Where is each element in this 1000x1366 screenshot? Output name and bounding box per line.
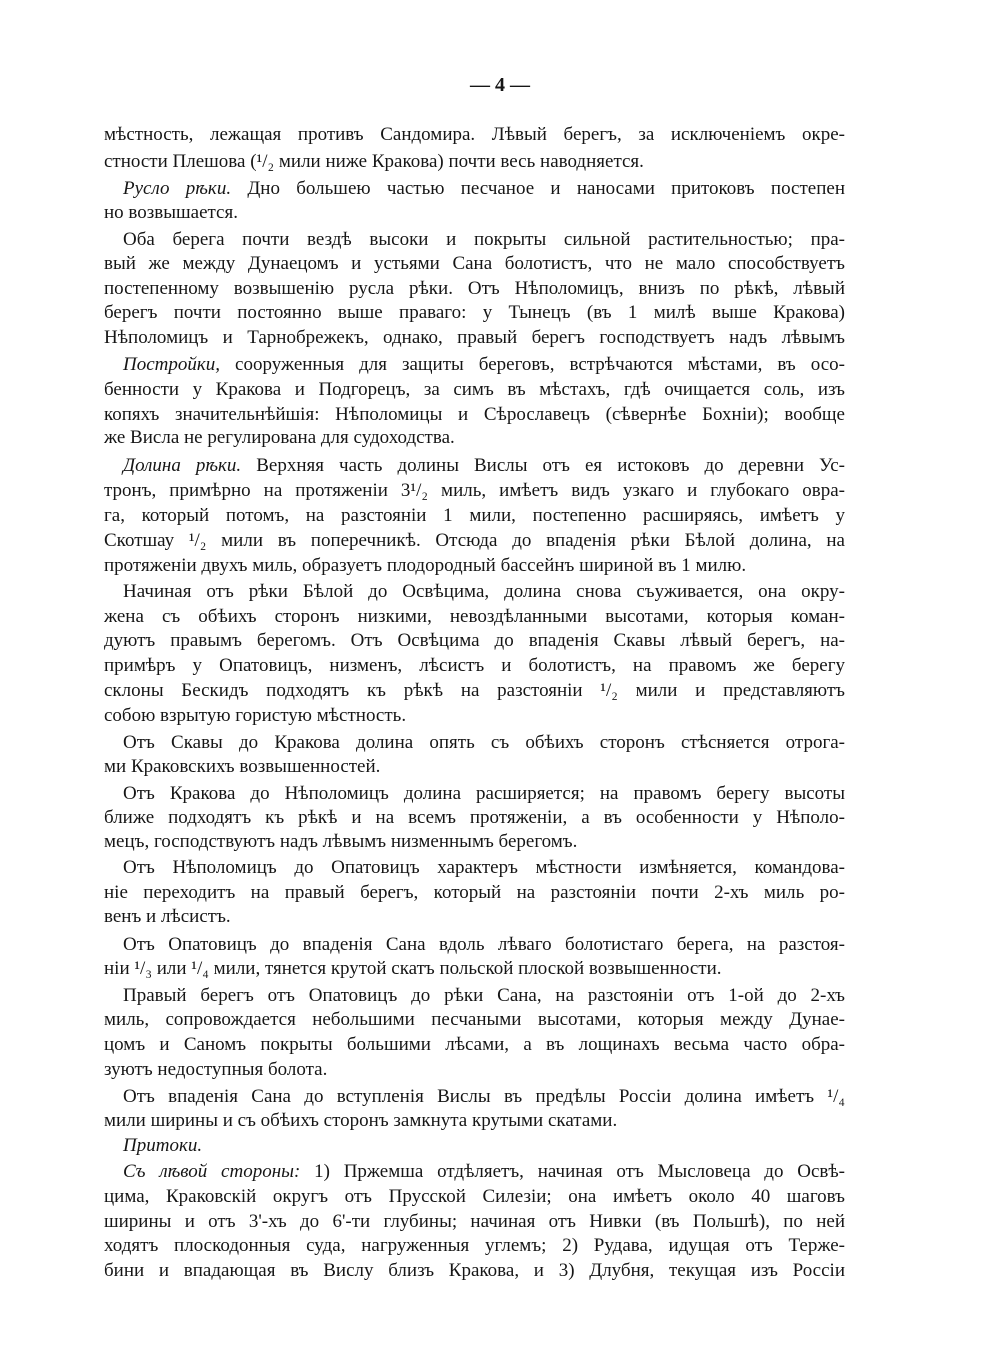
text-line xyxy=(104,606,845,628)
line-text: Отъ Кракова до Нѣполомицъ долина расширяется; на правомъ берегу высоты xyxy=(123,783,845,804)
text-line xyxy=(104,807,845,829)
line-text: протяженіи двухъ миль, образуетъ плодородный бассейнъ шириной въ 1 милю. xyxy=(104,555,747,576)
text-line xyxy=(123,1086,845,1108)
text-line xyxy=(104,958,845,980)
text-line xyxy=(104,906,845,928)
text-line xyxy=(123,581,845,603)
text-line xyxy=(104,1186,845,1208)
text-line xyxy=(104,831,845,853)
section-heading: Постройки, xyxy=(123,354,221,375)
line-text: Отъ Скавы до Кракова долина опять съ обѣихъ сторонъ стѣсняется отрога- xyxy=(123,732,845,753)
text-line xyxy=(104,480,845,502)
line-text: Отъ Опатовицъ до впаденія Сана вдоль лѣваго болотистаго берега, на разстоя- xyxy=(123,934,845,955)
line-text: ходятъ плоскодонныя суда, нагруженныя углемъ; 2) Рудава, идущая отъ Терже- xyxy=(104,1235,845,1256)
line-text: Дно большею частью песчаное и наносами притоковъ постепен xyxy=(231,178,845,199)
line-text: Нѣполомицъ и Тарнобрежекъ, однако, правый берегъ господствуетъ надъ лѣвымъ xyxy=(104,327,845,348)
text-line xyxy=(123,354,845,376)
text-line xyxy=(104,505,845,527)
section-heading: Долина рѣки. xyxy=(123,455,242,476)
line-text: жена съ обѣихъ сторонъ низкими, невоздѣланными высотами, которыя коман- xyxy=(104,606,845,627)
text-line xyxy=(123,857,845,879)
line-text: собою взрытую гористую мѣстность. xyxy=(104,705,407,726)
text-line xyxy=(104,1235,845,1257)
line-text: Начиная отъ рѣки Бѣлой до Освѣцима, долина снова съуживается, она окру- xyxy=(123,581,845,602)
text-line xyxy=(104,1009,845,1031)
line-text: га, который потомъ, на разстояніи 1 мили, постепенно расширяясь, имѣетъ у xyxy=(104,505,845,526)
line-text: бенности у Кракова и Подгорецъ, за симъ въ мѣстахъ, гдѣ очищается соль, изъ xyxy=(104,379,845,400)
line-text: берегъ почти постоянно выше праваго: у Тынецъ (въ 1 милѣ выше Кракова) xyxy=(104,302,845,323)
text-line xyxy=(104,882,845,904)
text-line xyxy=(104,278,845,300)
line-text: сооруженныя для защиты береговъ, встрѣчаются мѣстами, въ осо- xyxy=(220,354,845,375)
text-line xyxy=(104,630,845,652)
text-line xyxy=(104,124,845,146)
text-line xyxy=(104,302,845,324)
line-text: ми Краковскихъ возвышенностей. xyxy=(104,756,381,777)
line-text: венъ и лѣсистъ. xyxy=(104,906,231,927)
text-line xyxy=(104,327,845,349)
text-line xyxy=(123,1161,845,1183)
line-text: но возвышается. xyxy=(104,202,238,223)
line-text: 1) Пржемша отдѣляетъ, начиная отъ Мысловеца до Освѣ- xyxy=(300,1161,846,1182)
line-text: копяхъ значительнѣйшія: Нѣполомицы и Сѣрославецъ (сѣвернѣе Бохніи); вообще xyxy=(104,404,845,425)
text-line xyxy=(123,229,845,251)
line-text: мѣстность, лежащая противъ Сандомира. Лѣвый берегъ, за исключеніемъ окре- xyxy=(104,124,845,145)
line-text: же Висла не регулирована для судоходства. xyxy=(104,427,455,448)
line-text: цима, Краковскій округъ отъ Прусской Силезіи; она имѣетъ около 40 шаговъ xyxy=(104,1186,845,1207)
text-line xyxy=(104,151,845,173)
line-text: ніе переходитъ на правый берегъ, который на разстояніи почти 2-хъ миль ро- xyxy=(104,882,845,903)
line-text: ближе подходятъ къ рѣкѣ и на всемъ протяженіи, а въ особенности у Нѣполо- xyxy=(104,807,845,828)
text-line xyxy=(123,455,845,477)
text-line xyxy=(104,253,845,275)
line-text: цомъ и Саномъ покрыты большими лѣсами, а въ лощинахъ весьма часто обра- xyxy=(104,1034,845,1055)
text-line xyxy=(123,178,845,200)
line-text: склоны Бескидъ подходятъ къ рѣкѣ на разстояніи ¹/₂ мили и представляютъ xyxy=(104,680,845,701)
line-text: постепенному возвышенію русла рѣки. Отъ Нѣполомицъ, внизъ по рѣкѣ, лѣвый xyxy=(104,278,845,299)
line-text: Отъ Нѣполомицъ до Опатовицъ характеръ мѣстности измѣняется, командова- xyxy=(123,857,845,878)
line-text: миль, сопровождается небольшими песчаными высотами, которыя между Дунае- xyxy=(104,1009,845,1030)
line-text: Правый берегъ отъ Опатовицъ до рѣки Сана, на разстояніи отъ 1-ой до 2-хъ xyxy=(123,985,845,1006)
text-line xyxy=(123,985,845,1007)
section-heading: Притоки. xyxy=(123,1135,203,1156)
text-line xyxy=(123,783,845,805)
line-text: дуютъ правымъ берегомъ. Отъ Освѣцима до впаденія Скавы лѣвый берегъ, на- xyxy=(104,630,845,651)
line-text: Верхняя часть долины Вислы отъ ея истоковъ до деревни Ус- xyxy=(241,455,845,476)
text-line xyxy=(104,555,845,577)
text-line xyxy=(104,202,845,224)
line-text: тронъ, примѣрно на протяженіи 3¹/₂ миль, имѣетъ видъ узкаго и глубокаго овра- xyxy=(104,480,845,501)
text-line xyxy=(123,732,845,754)
text-line xyxy=(104,1110,845,1132)
line-text: примѣръ у Опатовицъ, низменъ, лѣсистъ и болотистъ, на правомъ же берегу xyxy=(104,655,845,676)
text-line xyxy=(104,1260,845,1282)
line-text: зуютъ недоступныя болота. xyxy=(104,1059,328,1080)
line-text: вый же между Дунаецомъ и устьями Сана болотистъ, что не мало способствуетъ xyxy=(104,253,845,274)
text-line xyxy=(123,934,845,956)
section-heading: Русло рѣки. xyxy=(123,178,232,199)
text-line xyxy=(104,680,845,702)
text-line xyxy=(104,705,845,727)
section-heading: Съ лѣвой стороны: xyxy=(123,1161,301,1182)
text-line xyxy=(104,404,845,426)
line-text: Отъ впаденія Сана до вступленія Вислы въ предѣлы Россіи долина имѣетъ ¹/₄ xyxy=(123,1086,845,1107)
text-line xyxy=(104,655,845,677)
line-text: бини и впадающая въ Вислу близъ Кракова, и 3) Длубня, текущая изъ Россіи xyxy=(104,1260,845,1281)
line-text: стности Плешова (¹/₂ мили ниже Кракова) почти весь наводняется. xyxy=(104,151,644,172)
text-line xyxy=(104,427,845,449)
text-line xyxy=(104,379,845,401)
line-text: мецъ, господствуютъ надъ лѣвымъ низменнымъ берегомъ. xyxy=(104,831,578,852)
text-line xyxy=(104,756,845,778)
line-text: Оба берега почти вездѣ высоки и покрыты сильной растительностью; пра- xyxy=(123,229,845,250)
text-line xyxy=(104,1059,845,1081)
page-number: — 4 — xyxy=(470,74,530,96)
line-text: мили ширины и съ обѣихъ сторонъ замкнута крутыми скатами. xyxy=(104,1110,618,1131)
line-text: ширины и отъ 3'-хъ до 6'-ти глубины; начиная отъ Нивки (въ Польшѣ), по ней xyxy=(104,1211,845,1232)
text-line xyxy=(104,1211,845,1233)
line-text: ніи ¹/₃ или ¹/₄ мили, тянется крутой скатъ польской плоской возвышенности. xyxy=(104,958,722,979)
text-line xyxy=(123,1135,845,1157)
text-line xyxy=(104,1034,845,1056)
text-line xyxy=(104,530,845,552)
line-text: Скотшау ¹/₂ мили въ поперечникѣ. Отсюда до впаденія рѣки Бѣлой долина, на xyxy=(104,530,845,551)
